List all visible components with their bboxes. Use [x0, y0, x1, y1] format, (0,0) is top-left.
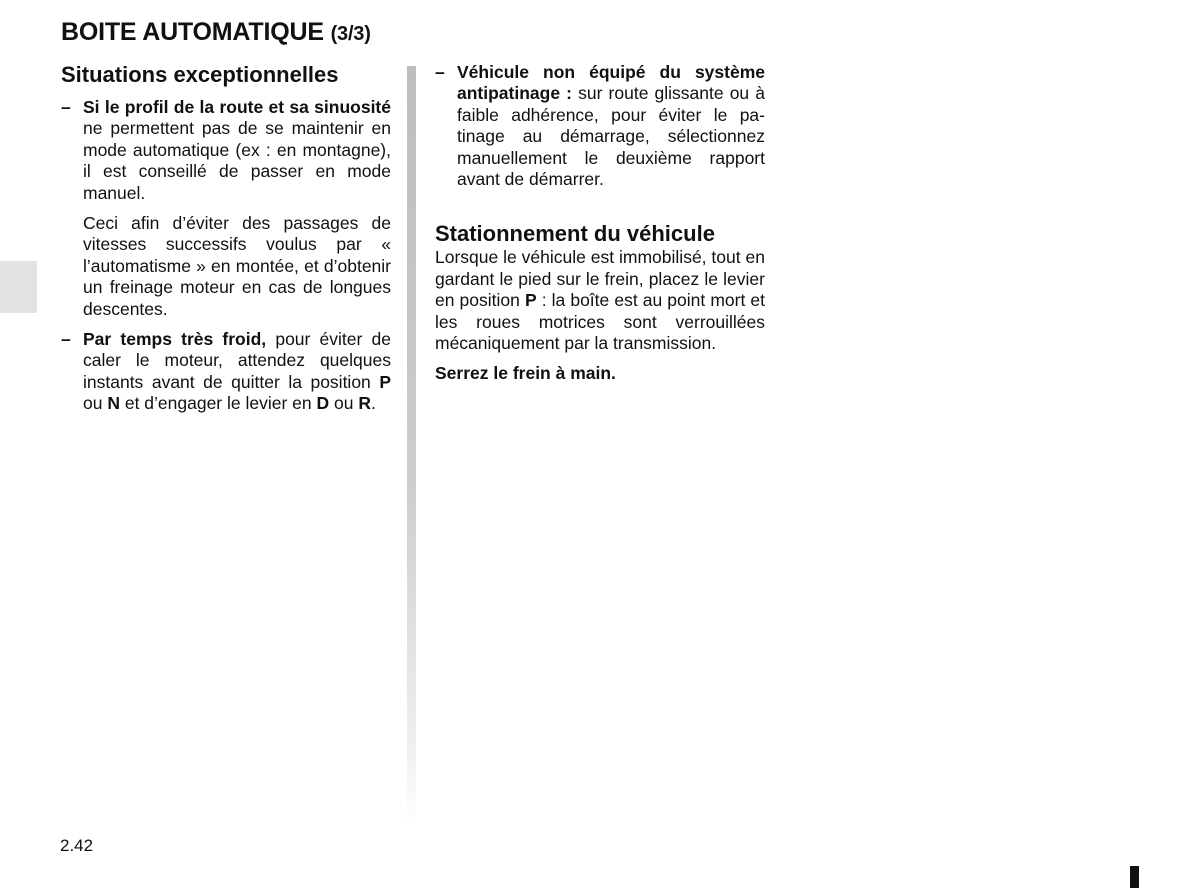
list-item-text: [83, 329, 391, 415]
gear-position-d: D: [316, 393, 330, 414]
bold-lead: Par temps très froid,: [83, 329, 267, 350]
parking-paragraph: [435, 247, 765, 354]
body-text: ou: [83, 393, 108, 414]
list-dash: –: [61, 97, 71, 117]
list-dash: –: [61, 329, 71, 350]
right-column: [435, 62, 765, 385]
column-divider: [407, 66, 416, 826]
list-item-text: [83, 97, 391, 204]
body-text: ne permettent pas de se maintenir en mode automatique (ex : en montagne), il est conseillé de passer en mode manuel.: [83, 118, 391, 203]
body-text: et d’engager le levier en: [119, 393, 317, 414]
bold-lead: Si le profil de la route et sa sinuosité: [83, 97, 391, 117]
gear-position-p: P: [524, 290, 537, 311]
page-number: 2.42: [60, 836, 94, 855]
page-title: [61, 18, 371, 47]
left-column: [61, 62, 391, 415]
list-item-cold-weather: [61, 329, 391, 415]
body-text: ou: [329, 393, 359, 414]
list-item-road-profile: [61, 97, 391, 320]
page-title-text: BOITE AUTOMATIQUE: [61, 18, 324, 46]
section-heading-parking: Stationnement du véhicule: [435, 221, 715, 247]
page-title-suffix: (3/3): [330, 23, 371, 45]
bold-lead: Véhicule non équipé du système antipatinage :: [457, 62, 765, 104]
list-item-no-traction-control: [435, 62, 765, 190]
body-text: Lorsque le véhicule est immobilisé, tout en gardant le pied sur le frein, placez le levier en position: [435, 247, 765, 311]
list-item-paragraph: Ceci afin d’éviter des passages de vitesses successifs voulus par « l’automatisme » en montée, et d’obtenir un freinage moteur en cas de longues descentes.: [83, 213, 391, 319]
list-item-text: [457, 62, 765, 190]
section-tab-marker: [0, 261, 37, 313]
body-text: .: [370, 393, 376, 414]
list-dash: –: [435, 62, 445, 82]
handbrake-instruction: Serrez le frein à main.: [435, 363, 616, 384]
section-heading-exceptional-situations: Situations exceptionnelles: [61, 62, 339, 87]
gear-position-n: N: [107, 393, 120, 414]
gear-position-r: R: [358, 393, 371, 414]
gear-position-p: P: [379, 371, 391, 392]
page-edge-marker: [1130, 866, 1139, 888]
body-text: sur route glissante ou à faible adhérence, pour éviter le patinage au démarrage, sélectionnez manuellement le deuxième rapport avant de démarrer.: [457, 83, 766, 190]
body-text: : la boîte est au point mort et les roues motrices sont verrouillées mécaniquement par la transmission.: [435, 290, 765, 354]
body-text: pour éviter de caler le moteur, attendez quelques instants avant de quitter la position: [83, 329, 391, 392]
